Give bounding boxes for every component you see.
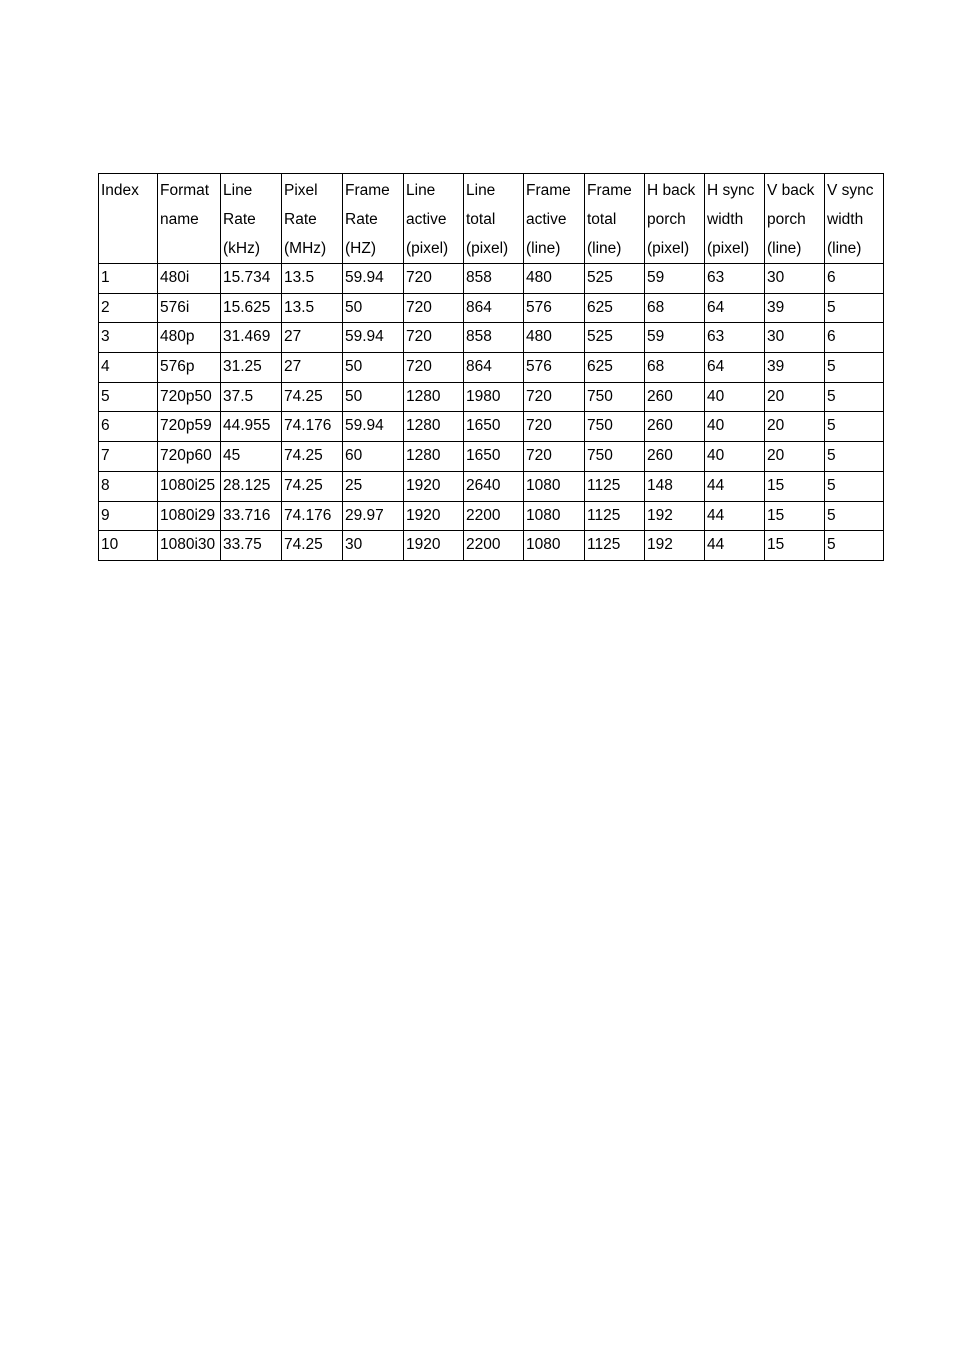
column-header: [825, 174, 884, 264]
column-header: [585, 174, 645, 264]
table-cell: 33.716: [221, 501, 282, 531]
table-cell: 576: [524, 293, 585, 323]
column-header-line: V sync: [827, 182, 874, 199]
column-header-line: (HZ): [345, 240, 376, 257]
table-cell: 40: [705, 442, 765, 472]
column-header: [765, 174, 825, 264]
table-cell: 3: [99, 323, 158, 353]
table-cell: 750: [585, 412, 645, 442]
table-cell: 50: [343, 293, 404, 323]
column-header: [221, 174, 282, 264]
table-cell: 750: [585, 442, 645, 472]
table-cell: 192: [645, 501, 705, 531]
table-cell: 50: [343, 353, 404, 383]
table-cell: 5: [825, 412, 884, 442]
table-cell: 44: [705, 501, 765, 531]
table-row: [99, 442, 884, 472]
table-cell: 74.176: [282, 501, 343, 531]
column-header-line: Rate: [345, 211, 378, 228]
table-cell: 29.97: [343, 501, 404, 531]
table-cell: 10: [99, 531, 158, 561]
table-cell: 576p: [158, 353, 221, 383]
table-cell: 6: [825, 323, 884, 353]
table-cell: 1125: [585, 471, 645, 501]
table-cell: 1920: [404, 531, 464, 561]
column-header: [282, 174, 343, 264]
table-cell: 480: [524, 323, 585, 353]
table-cell: 74.25: [282, 382, 343, 412]
table-cell: 13.5: [282, 293, 343, 323]
table-cell: 74.25: [282, 471, 343, 501]
column-header-line: porch: [767, 211, 806, 228]
column-header-line: Format: [160, 182, 210, 199]
table-cell: 25: [343, 471, 404, 501]
table-cell: 864: [464, 293, 524, 323]
table-cell: 59: [645, 264, 705, 294]
table-row: [99, 323, 884, 353]
table-cell: 1080i25: [158, 471, 221, 501]
table-cell: 20: [765, 442, 825, 472]
table-cell: 74.176: [282, 412, 343, 442]
table-cell: 2200: [464, 531, 524, 561]
table-cell: 7: [99, 442, 158, 472]
column-header: [158, 174, 221, 264]
column-header-line: total: [587, 211, 617, 228]
table-cell: 60: [343, 442, 404, 472]
column-header-line: H back: [647, 182, 696, 199]
column-header: [705, 174, 765, 264]
table-cell: 525: [585, 264, 645, 294]
table-row: [99, 353, 884, 383]
table-cell: 50: [343, 382, 404, 412]
table-cell: 625: [585, 353, 645, 383]
column-header-line: (pixel): [466, 240, 509, 257]
table-cell: 5: [825, 471, 884, 501]
table-cell: 1080i29: [158, 501, 221, 531]
table-cell: 5: [825, 293, 884, 323]
column-header: [404, 174, 464, 264]
table-cell: 1920: [404, 501, 464, 531]
table-cell: 39: [765, 353, 825, 383]
table-cell: 576: [524, 353, 585, 383]
table-cell: 59.94: [343, 323, 404, 353]
table-cell: 750: [585, 382, 645, 412]
table-cell: 40: [705, 382, 765, 412]
column-header-line: H sync: [707, 182, 755, 199]
column-header-line: Frame: [587, 182, 632, 199]
table-cell: 1080: [524, 471, 585, 501]
table-cell: 1920: [404, 471, 464, 501]
table-cell: 864: [464, 353, 524, 383]
table-cell: 1080i30: [158, 531, 221, 561]
table-cell: 31.469: [221, 323, 282, 353]
column-header-line: V back: [767, 182, 815, 199]
table-cell: 1280: [404, 442, 464, 472]
table-cell: 64: [705, 293, 765, 323]
table-cell: 40: [705, 412, 765, 442]
table-cell: 2: [99, 293, 158, 323]
column-header-line: Rate: [223, 211, 256, 228]
table-row: [99, 471, 884, 501]
table-cell: 74.25: [282, 442, 343, 472]
table-row: [99, 382, 884, 412]
table-cell: 576i: [158, 293, 221, 323]
table-cell: 6: [99, 412, 158, 442]
table-cell: 480: [524, 264, 585, 294]
column-header-line: (pixel): [707, 240, 750, 257]
table-cell: 858: [464, 323, 524, 353]
column-header-line: (line): [767, 240, 802, 257]
table-cell: 720: [404, 323, 464, 353]
table-cell: 2640: [464, 471, 524, 501]
table-row: [99, 264, 884, 294]
table-cell: 27: [282, 353, 343, 383]
table-cell: 260: [645, 412, 705, 442]
table-cell: 5: [825, 353, 884, 383]
table-cell: 6: [825, 264, 884, 294]
table-cell: 5: [825, 501, 884, 531]
column-header-line: width: [707, 211, 744, 228]
table-cell: 44: [705, 471, 765, 501]
table-row: [99, 531, 884, 561]
column-header: [343, 174, 404, 264]
table-cell: 74.25: [282, 531, 343, 561]
column-header-line: porch: [647, 211, 686, 228]
table-cell: 5: [825, 442, 884, 472]
table-cell: 260: [645, 442, 705, 472]
table-cell: 480i: [158, 264, 221, 294]
table-cell: 625: [585, 293, 645, 323]
table-cell: 68: [645, 353, 705, 383]
table-row: [99, 501, 884, 531]
table-cell: 37.5: [221, 382, 282, 412]
table-cell: 15: [765, 471, 825, 501]
table-cell: 15.625: [221, 293, 282, 323]
table-cell: 858: [464, 264, 524, 294]
table-cell: 720p60: [158, 442, 221, 472]
column-header-line: Pixel: [284, 182, 318, 199]
column-header: [99, 174, 158, 264]
table-cell: 27: [282, 323, 343, 353]
table-cell: 720: [404, 293, 464, 323]
table-cell: 1125: [585, 501, 645, 531]
table-cell: 39: [765, 293, 825, 323]
table-cell: 720: [404, 264, 464, 294]
table-cell: 148: [645, 471, 705, 501]
table-cell: 525: [585, 323, 645, 353]
table-cell: 63: [705, 264, 765, 294]
table-cell: 13.5: [282, 264, 343, 294]
table-cell: 1: [99, 264, 158, 294]
column-header-line: Rate: [284, 211, 317, 228]
table-row: [99, 293, 884, 323]
table-cell: 59.94: [343, 264, 404, 294]
table-cell: 28.125: [221, 471, 282, 501]
column-header-line: (pixel): [406, 240, 449, 257]
table-cell: 33.75: [221, 531, 282, 561]
table-cell: 4: [99, 353, 158, 383]
column-header-line: (line): [526, 240, 561, 257]
table-cell: 59: [645, 323, 705, 353]
column-header-line: Line: [406, 182, 436, 199]
table-cell: 31.25: [221, 353, 282, 383]
column-header-line: width: [827, 211, 864, 228]
table-cell: 44: [705, 531, 765, 561]
table-cell: 480p: [158, 323, 221, 353]
column-header-line: Frame: [345, 182, 390, 199]
table-cell: 45: [221, 442, 282, 472]
column-header-line: (MHz): [284, 240, 327, 257]
table-cell: 1650: [464, 412, 524, 442]
column-header-line: (kHz): [223, 240, 261, 257]
table-cell: 15: [765, 531, 825, 561]
table-cell: 68: [645, 293, 705, 323]
table-cell: 5: [825, 531, 884, 561]
column-header: [645, 174, 705, 264]
column-header-line: name: [160, 211, 199, 228]
table-cell: 720: [524, 442, 585, 472]
table-cell: 1080: [524, 531, 585, 561]
table-cell: 44.955: [221, 412, 282, 442]
table-cell: 8: [99, 471, 158, 501]
table-row: [99, 412, 884, 442]
column-header-line: (line): [827, 240, 862, 257]
table-cell: 192: [645, 531, 705, 561]
video-timing-table: [98, 173, 884, 561]
table-cell: 63: [705, 323, 765, 353]
table-cell: 1280: [404, 382, 464, 412]
column-header-line: Line: [466, 182, 496, 199]
table-header: [99, 174, 884, 264]
column-header-line: Frame: [526, 182, 571, 199]
column-header-line: active: [526, 211, 567, 228]
column-header-line: total: [466, 211, 496, 228]
table-cell: 5: [99, 382, 158, 412]
table-cell: 30: [765, 323, 825, 353]
column-header: [524, 174, 585, 264]
table-cell: 2200: [464, 501, 524, 531]
header-row: [99, 174, 884, 264]
table-cell: 5: [825, 382, 884, 412]
column-header: [464, 174, 524, 264]
table-cell: 1980: [464, 382, 524, 412]
table-cell: 20: [765, 382, 825, 412]
table-cell: 1080: [524, 501, 585, 531]
column-header-line: active: [406, 211, 447, 228]
table-cell: 59.94: [343, 412, 404, 442]
table-cell: 20: [765, 412, 825, 442]
table-cell: 9: [99, 501, 158, 531]
table-cell: 720: [524, 412, 585, 442]
table-cell: 15: [765, 501, 825, 531]
table-cell: 1125: [585, 531, 645, 561]
table-cell: 15.734: [221, 264, 282, 294]
table-cell: 1280: [404, 412, 464, 442]
column-header-line: Line: [223, 182, 253, 199]
table-cell: 720: [404, 353, 464, 383]
column-header-line: (line): [587, 240, 622, 257]
table-cell: 30: [343, 531, 404, 561]
table-cell: 720p50: [158, 382, 221, 412]
table-cell: 720p59: [158, 412, 221, 442]
column-header-line: Index: [101, 182, 139, 199]
table-cell: 720: [524, 382, 585, 412]
table-cell: 260: [645, 382, 705, 412]
table-cell: 30: [765, 264, 825, 294]
table-cell: 64: [705, 353, 765, 383]
table-body: [99, 264, 884, 561]
table-cell: 1650: [464, 442, 524, 472]
column-header-line: (pixel): [647, 240, 690, 257]
